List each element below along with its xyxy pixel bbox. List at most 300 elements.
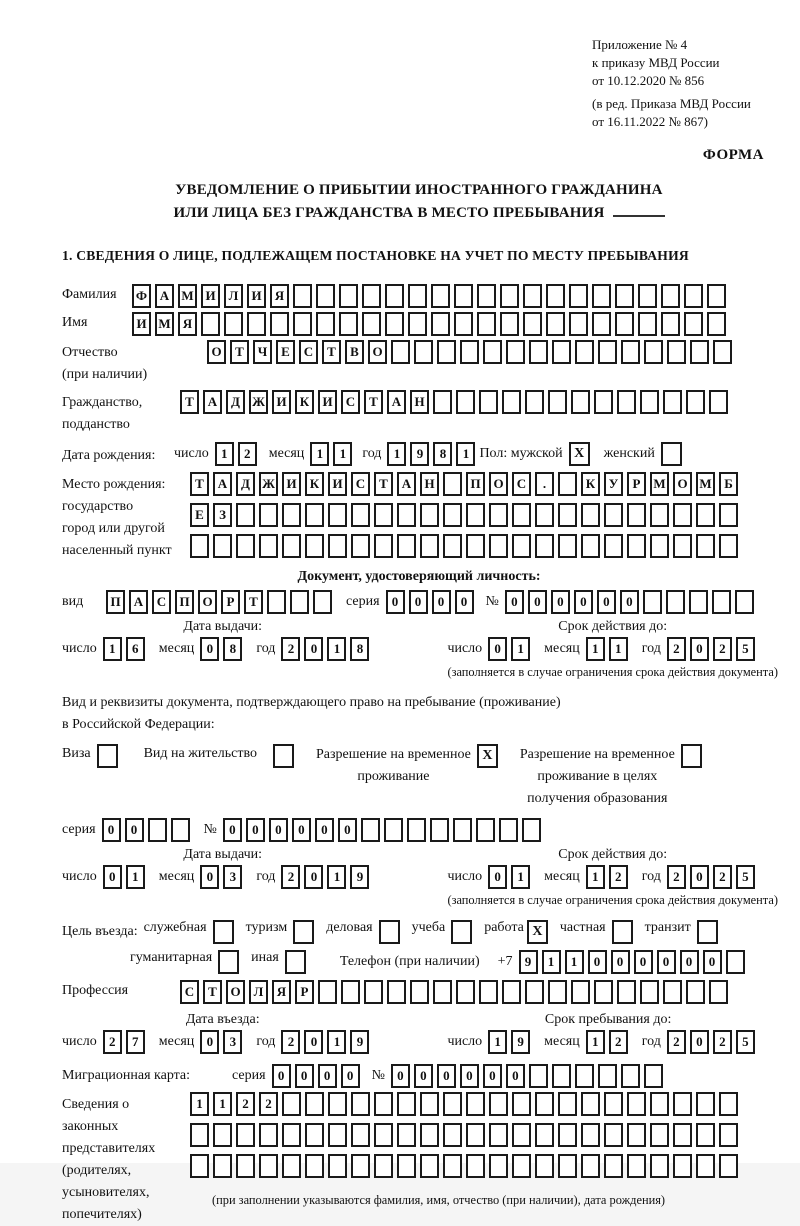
char-cell[interactable] xyxy=(466,534,485,558)
char-cell[interactable] xyxy=(213,1123,232,1147)
char-cell[interactable]: С xyxy=(152,590,171,614)
char-cell[interactable] xyxy=(696,1123,715,1147)
char-cell[interactable]: 2 xyxy=(238,442,257,466)
char-cell[interactable]: 1 xyxy=(586,637,605,661)
char-cell[interactable] xyxy=(627,503,646,527)
char-cell[interactable] xyxy=(696,1092,715,1116)
char-cell[interactable] xyxy=(684,312,703,336)
char-cell[interactable]: С xyxy=(299,340,318,364)
char-cell[interactable] xyxy=(190,1154,209,1178)
char-cell[interactable]: 1 xyxy=(387,442,406,466)
char-cell[interactable]: 0 xyxy=(295,1064,314,1088)
char-cell[interactable]: У xyxy=(604,472,623,496)
char-cell[interactable] xyxy=(236,503,255,527)
char-cell[interactable]: 0 xyxy=(246,818,265,842)
char-cell[interactable]: 2 xyxy=(713,865,732,889)
char-cell[interactable] xyxy=(305,1092,324,1116)
char-cell[interactable] xyxy=(282,1092,301,1116)
char-cell[interactable] xyxy=(726,950,745,974)
char-cell[interactable] xyxy=(663,390,682,414)
char-cell[interactable]: 2 xyxy=(713,637,732,661)
char-cell[interactable]: 2 xyxy=(609,1030,628,1054)
char-cell[interactable]: 0 xyxy=(414,1064,433,1088)
char-cell[interactable]: 1 xyxy=(327,637,346,661)
char-cell[interactable] xyxy=(397,1154,416,1178)
char-cell[interactable]: Т xyxy=(180,390,199,414)
char-cell[interactable] xyxy=(512,1092,531,1116)
char-cell[interactable] xyxy=(453,818,472,842)
char-cell[interactable]: Т xyxy=(203,980,222,1004)
purpose-humanitarian-checkbox[interactable] xyxy=(218,950,239,974)
char-cell[interactable] xyxy=(293,284,312,308)
edu-permit-checkbox[interactable] xyxy=(681,744,702,768)
char-cell[interactable] xyxy=(466,1123,485,1147)
char-cell[interactable] xyxy=(546,284,565,308)
char-cell[interactable] xyxy=(707,312,726,336)
char-cell[interactable] xyxy=(684,284,703,308)
char-cell[interactable] xyxy=(397,1092,416,1116)
char-cell[interactable]: Д xyxy=(226,390,245,414)
char-cell[interactable] xyxy=(673,503,692,527)
char-cell[interactable] xyxy=(709,980,728,1004)
char-cell[interactable] xyxy=(316,284,335,308)
char-cell[interactable] xyxy=(479,390,498,414)
char-cell[interactable] xyxy=(259,1154,278,1178)
char-cell[interactable] xyxy=(627,1123,646,1147)
char-cell[interactable]: 0 xyxy=(304,865,323,889)
char-cell[interactable]: 0 xyxy=(690,1030,709,1054)
char-cell[interactable]: 2 xyxy=(667,865,686,889)
char-cell[interactable]: 1 xyxy=(190,1092,209,1116)
char-cell[interactable]: И xyxy=(201,284,220,308)
char-cell[interactable]: 6 xyxy=(126,637,145,661)
char-cell[interactable] xyxy=(735,590,754,614)
char-cell[interactable] xyxy=(443,472,462,496)
char-cell[interactable] xyxy=(443,1092,462,1116)
char-cell[interactable] xyxy=(476,818,495,842)
char-cell[interactable] xyxy=(604,503,623,527)
char-cell[interactable] xyxy=(362,284,381,308)
char-cell[interactable] xyxy=(420,1154,439,1178)
char-cell[interactable] xyxy=(617,980,636,1004)
char-cell[interactable]: 9 xyxy=(410,442,429,466)
char-cell[interactable] xyxy=(397,534,416,558)
char-cell[interactable] xyxy=(213,534,232,558)
purpose-private-checkbox[interactable] xyxy=(612,920,633,944)
char-cell[interactable]: 0 xyxy=(551,590,570,614)
char-cell[interactable]: И xyxy=(132,312,151,336)
char-cell[interactable]: О xyxy=(368,340,387,364)
char-cell[interactable] xyxy=(696,503,715,527)
char-cell[interactable] xyxy=(305,503,324,527)
char-cell[interactable] xyxy=(627,534,646,558)
char-cell[interactable]: Н xyxy=(410,390,429,414)
char-cell[interactable] xyxy=(148,818,167,842)
char-cell[interactable] xyxy=(707,284,726,308)
char-cell[interactable] xyxy=(316,312,335,336)
char-cell[interactable]: Я xyxy=(270,284,289,308)
char-cell[interactable]: О xyxy=(207,340,226,364)
char-cell[interactable] xyxy=(569,284,588,308)
char-cell[interactable] xyxy=(328,503,347,527)
char-cell[interactable]: 2 xyxy=(609,865,628,889)
char-cell[interactable]: Ч xyxy=(253,340,272,364)
char-cell[interactable] xyxy=(650,1123,669,1147)
char-cell[interactable]: Д xyxy=(236,472,255,496)
char-cell[interactable]: А xyxy=(387,390,406,414)
char-cell[interactable] xyxy=(650,534,669,558)
char-cell[interactable] xyxy=(489,1092,508,1116)
purpose-transit-checkbox[interactable] xyxy=(697,920,718,944)
char-cell[interactable] xyxy=(502,980,521,1004)
char-cell[interactable] xyxy=(328,1092,347,1116)
char-cell[interactable]: Н xyxy=(420,472,439,496)
char-cell[interactable] xyxy=(558,472,577,496)
char-cell[interactable] xyxy=(673,1092,692,1116)
char-cell[interactable]: 8 xyxy=(433,442,452,466)
char-cell[interactable] xyxy=(581,534,600,558)
char-cell[interactable]: 2 xyxy=(103,1030,122,1054)
char-cell[interactable]: 5 xyxy=(736,1030,755,1054)
char-cell[interactable]: 2 xyxy=(259,1092,278,1116)
char-cell[interactable] xyxy=(525,390,544,414)
char-cell[interactable]: 0 xyxy=(200,865,219,889)
char-cell[interactable]: С xyxy=(341,390,360,414)
char-cell[interactable] xyxy=(339,312,358,336)
char-cell[interactable] xyxy=(523,284,542,308)
char-cell[interactable]: 0 xyxy=(200,637,219,661)
char-cell[interactable]: Р xyxy=(295,980,314,1004)
char-cell[interactable]: 1 xyxy=(542,950,561,974)
char-cell[interactable] xyxy=(604,1092,623,1116)
char-cell[interactable] xyxy=(414,340,433,364)
char-cell[interactable] xyxy=(558,1123,577,1147)
char-cell[interactable] xyxy=(638,284,657,308)
char-cell[interactable] xyxy=(483,340,502,364)
char-cell[interactable]: Е xyxy=(276,340,295,364)
char-cell[interactable] xyxy=(385,312,404,336)
residence-permit-checkbox[interactable] xyxy=(273,744,294,768)
char-cell[interactable] xyxy=(581,1092,600,1116)
char-cell[interactable] xyxy=(523,312,542,336)
char-cell[interactable]: 0 xyxy=(409,590,428,614)
char-cell[interactable]: Ж xyxy=(249,390,268,414)
char-cell[interactable]: 1 xyxy=(327,865,346,889)
char-cell[interactable]: 9 xyxy=(519,950,538,974)
char-cell[interactable] xyxy=(598,1064,617,1088)
char-cell[interactable]: А xyxy=(203,390,222,414)
visa-checkbox[interactable] xyxy=(97,744,118,768)
purpose-study-checkbox[interactable] xyxy=(451,920,472,944)
char-cell[interactable]: . xyxy=(535,472,554,496)
char-cell[interactable]: С xyxy=(351,472,370,496)
purpose-tourism-checkbox[interactable] xyxy=(293,920,314,944)
char-cell[interactable]: 0 xyxy=(386,590,405,614)
char-cell[interactable] xyxy=(552,1064,571,1088)
char-cell[interactable]: 5 xyxy=(736,865,755,889)
char-cell[interactable]: М xyxy=(696,472,715,496)
char-cell[interactable] xyxy=(397,503,416,527)
char-cell[interactable]: И xyxy=(247,284,266,308)
char-cell[interactable] xyxy=(640,390,659,414)
char-cell[interactable]: К xyxy=(295,390,314,414)
purpose-work-checkbox[interactable]: X xyxy=(527,920,548,944)
char-cell[interactable]: Т xyxy=(244,590,263,614)
char-cell[interactable]: Я xyxy=(272,980,291,1004)
char-cell[interactable]: 1 xyxy=(586,865,605,889)
char-cell[interactable] xyxy=(420,1092,439,1116)
temp-permit-checkbox[interactable]: X xyxy=(477,744,498,768)
char-cell[interactable] xyxy=(290,590,309,614)
char-cell[interactable] xyxy=(236,1123,255,1147)
char-cell[interactable] xyxy=(443,1123,462,1147)
char-cell[interactable] xyxy=(328,534,347,558)
char-cell[interactable]: 2 xyxy=(236,1092,255,1116)
char-cell[interactable] xyxy=(661,312,680,336)
char-cell[interactable] xyxy=(443,503,462,527)
char-cell[interactable] xyxy=(339,284,358,308)
char-cell[interactable] xyxy=(466,1092,485,1116)
char-cell[interactable] xyxy=(282,1154,301,1178)
char-cell[interactable]: 0 xyxy=(455,590,474,614)
char-cell[interactable]: 0 xyxy=(304,1030,323,1054)
char-cell[interactable] xyxy=(351,1092,370,1116)
char-cell[interactable] xyxy=(293,312,312,336)
char-cell[interactable] xyxy=(615,312,634,336)
char-cell[interactable]: 1 xyxy=(333,442,352,466)
char-cell[interactable] xyxy=(489,534,508,558)
char-cell[interactable] xyxy=(512,1154,531,1178)
purpose-official-checkbox[interactable] xyxy=(213,920,234,944)
char-cell[interactable]: З xyxy=(213,503,232,527)
char-cell[interactable] xyxy=(433,390,452,414)
char-cell[interactable] xyxy=(673,1154,692,1178)
char-cell[interactable] xyxy=(617,390,636,414)
char-cell[interactable]: 0 xyxy=(597,590,616,614)
char-cell[interactable] xyxy=(535,1154,554,1178)
char-cell[interactable]: 0 xyxy=(506,1064,525,1088)
char-cell[interactable]: 1 xyxy=(511,865,530,889)
char-cell[interactable] xyxy=(374,1092,393,1116)
char-cell[interactable]: 0 xyxy=(200,1030,219,1054)
char-cell[interactable] xyxy=(489,1123,508,1147)
char-cell[interactable] xyxy=(171,818,190,842)
char-cell[interactable] xyxy=(433,980,452,1004)
char-cell[interactable] xyxy=(719,534,738,558)
char-cell[interactable] xyxy=(190,534,209,558)
char-cell[interactable] xyxy=(512,503,531,527)
char-cell[interactable]: 8 xyxy=(223,637,242,661)
char-cell[interactable] xyxy=(489,503,508,527)
char-cell[interactable]: С xyxy=(512,472,531,496)
char-cell[interactable] xyxy=(522,818,541,842)
char-cell[interactable] xyxy=(420,1123,439,1147)
char-cell[interactable]: П xyxy=(466,472,485,496)
char-cell[interactable]: 0 xyxy=(483,1064,502,1088)
char-cell[interactable] xyxy=(666,590,685,614)
char-cell[interactable]: С xyxy=(180,980,199,1004)
char-cell[interactable]: О xyxy=(198,590,217,614)
char-cell[interactable] xyxy=(456,980,475,1004)
char-cell[interactable]: 1 xyxy=(213,1092,232,1116)
char-cell[interactable] xyxy=(571,390,590,414)
char-cell[interactable]: А xyxy=(213,472,232,496)
char-cell[interactable] xyxy=(489,1154,508,1178)
sex-male-checkbox[interactable]: X xyxy=(569,442,590,466)
char-cell[interactable] xyxy=(640,980,659,1004)
char-cell[interactable] xyxy=(689,590,708,614)
char-cell[interactable] xyxy=(270,312,289,336)
char-cell[interactable] xyxy=(644,340,663,364)
char-cell[interactable] xyxy=(552,340,571,364)
char-cell[interactable] xyxy=(466,1154,485,1178)
char-cell[interactable] xyxy=(500,284,519,308)
char-cell[interactable]: Т xyxy=(190,472,209,496)
char-cell[interactable] xyxy=(477,284,496,308)
char-cell[interactable]: 0 xyxy=(680,950,699,974)
char-cell[interactable]: 1 xyxy=(456,442,475,466)
char-cell[interactable] xyxy=(391,340,410,364)
char-cell[interactable] xyxy=(213,1154,232,1178)
char-cell[interactable] xyxy=(667,340,686,364)
char-cell[interactable] xyxy=(259,503,278,527)
char-cell[interactable] xyxy=(282,534,301,558)
char-cell[interactable] xyxy=(351,534,370,558)
char-cell[interactable]: 8 xyxy=(350,637,369,661)
char-cell[interactable]: 1 xyxy=(488,1030,507,1054)
char-cell[interactable] xyxy=(313,590,332,614)
char-cell[interactable] xyxy=(259,1123,278,1147)
char-cell[interactable] xyxy=(712,590,731,614)
char-cell[interactable] xyxy=(374,503,393,527)
char-cell[interactable] xyxy=(535,1123,554,1147)
char-cell[interactable] xyxy=(454,284,473,308)
char-cell[interactable]: 0 xyxy=(338,818,357,842)
char-cell[interactable]: 0 xyxy=(437,1064,456,1088)
char-cell[interactable]: 1 xyxy=(215,442,234,466)
char-cell[interactable]: 7 xyxy=(126,1030,145,1054)
char-cell[interactable] xyxy=(719,1092,738,1116)
char-cell[interactable] xyxy=(397,1123,416,1147)
char-cell[interactable] xyxy=(499,818,518,842)
char-cell[interactable] xyxy=(621,1064,640,1088)
char-cell[interactable]: А xyxy=(155,284,174,308)
char-cell[interactable]: 2 xyxy=(281,637,300,661)
char-cell[interactable] xyxy=(571,980,590,1004)
char-cell[interactable] xyxy=(581,503,600,527)
char-cell[interactable] xyxy=(627,1154,646,1178)
char-cell[interactable]: А xyxy=(129,590,148,614)
char-cell[interactable] xyxy=(512,1123,531,1147)
char-cell[interactable] xyxy=(224,312,243,336)
char-cell[interactable] xyxy=(454,312,473,336)
char-cell[interactable] xyxy=(615,284,634,308)
char-cell[interactable]: 0 xyxy=(703,950,722,974)
char-cell[interactable]: 0 xyxy=(690,865,709,889)
char-cell[interactable]: 1 xyxy=(586,1030,605,1054)
char-cell[interactable]: В xyxy=(345,340,364,364)
char-cell[interactable] xyxy=(604,1154,623,1178)
char-cell[interactable] xyxy=(456,390,475,414)
sex-female-checkbox[interactable] xyxy=(661,442,682,466)
char-cell[interactable] xyxy=(592,284,611,308)
char-cell[interactable]: 0 xyxy=(528,590,547,614)
char-cell[interactable] xyxy=(410,980,429,1004)
char-cell[interactable] xyxy=(594,390,613,414)
purpose-business-checkbox[interactable] xyxy=(379,920,400,944)
char-cell[interactable] xyxy=(575,1064,594,1088)
char-cell[interactable] xyxy=(408,312,427,336)
char-cell[interactable] xyxy=(581,1154,600,1178)
char-cell[interactable]: М xyxy=(155,312,174,336)
char-cell[interactable] xyxy=(690,340,709,364)
char-cell[interactable]: 1 xyxy=(310,442,329,466)
char-cell[interactable]: П xyxy=(106,590,125,614)
char-cell[interactable]: 0 xyxy=(125,818,144,842)
char-cell[interactable]: О xyxy=(673,472,692,496)
char-cell[interactable]: 2 xyxy=(281,865,300,889)
char-cell[interactable] xyxy=(598,340,617,364)
char-cell[interactable] xyxy=(267,590,286,614)
char-cell[interactable]: 0 xyxy=(488,865,507,889)
char-cell[interactable]: 0 xyxy=(103,865,122,889)
char-cell[interactable]: Ф xyxy=(132,284,151,308)
char-cell[interactable] xyxy=(529,1064,548,1088)
char-cell[interactable]: М xyxy=(650,472,669,496)
char-cell[interactable] xyxy=(621,340,640,364)
char-cell[interactable]: 2 xyxy=(667,637,686,661)
char-cell[interactable] xyxy=(374,1123,393,1147)
char-cell[interactable] xyxy=(558,534,577,558)
char-cell[interactable] xyxy=(477,312,496,336)
char-cell[interactable] xyxy=(420,503,439,527)
char-cell[interactable] xyxy=(713,340,732,364)
char-cell[interactable] xyxy=(709,390,728,414)
char-cell[interactable] xyxy=(259,534,278,558)
char-cell[interactable] xyxy=(719,503,738,527)
char-cell[interactable]: 1 xyxy=(609,637,628,661)
char-cell[interactable]: Л xyxy=(249,980,268,1004)
char-cell[interactable] xyxy=(431,312,450,336)
char-cell[interactable] xyxy=(443,534,462,558)
char-cell[interactable] xyxy=(341,980,360,1004)
char-cell[interactable] xyxy=(500,312,519,336)
char-cell[interactable] xyxy=(236,1154,255,1178)
char-cell[interactable] xyxy=(673,1123,692,1147)
char-cell[interactable] xyxy=(650,1092,669,1116)
char-cell[interactable] xyxy=(236,534,255,558)
char-cell[interactable]: Т xyxy=(322,340,341,364)
char-cell[interactable] xyxy=(673,534,692,558)
char-cell[interactable] xyxy=(437,340,456,364)
char-cell[interactable] xyxy=(364,980,383,1004)
char-cell[interactable] xyxy=(627,1092,646,1116)
char-cell[interactable] xyxy=(696,1154,715,1178)
char-cell[interactable] xyxy=(558,503,577,527)
char-cell[interactable] xyxy=(663,980,682,1004)
char-cell[interactable] xyxy=(594,980,613,1004)
char-cell[interactable] xyxy=(644,1064,663,1088)
char-cell[interactable]: 9 xyxy=(350,865,369,889)
char-cell[interactable] xyxy=(502,390,521,414)
char-cell[interactable]: 1 xyxy=(565,950,584,974)
char-cell[interactable]: 0 xyxy=(620,590,639,614)
char-cell[interactable]: 0 xyxy=(488,637,507,661)
char-cell[interactable] xyxy=(661,284,680,308)
char-cell[interactable] xyxy=(282,1123,301,1147)
char-cell[interactable]: К xyxy=(305,472,324,496)
char-cell[interactable] xyxy=(328,1154,347,1178)
